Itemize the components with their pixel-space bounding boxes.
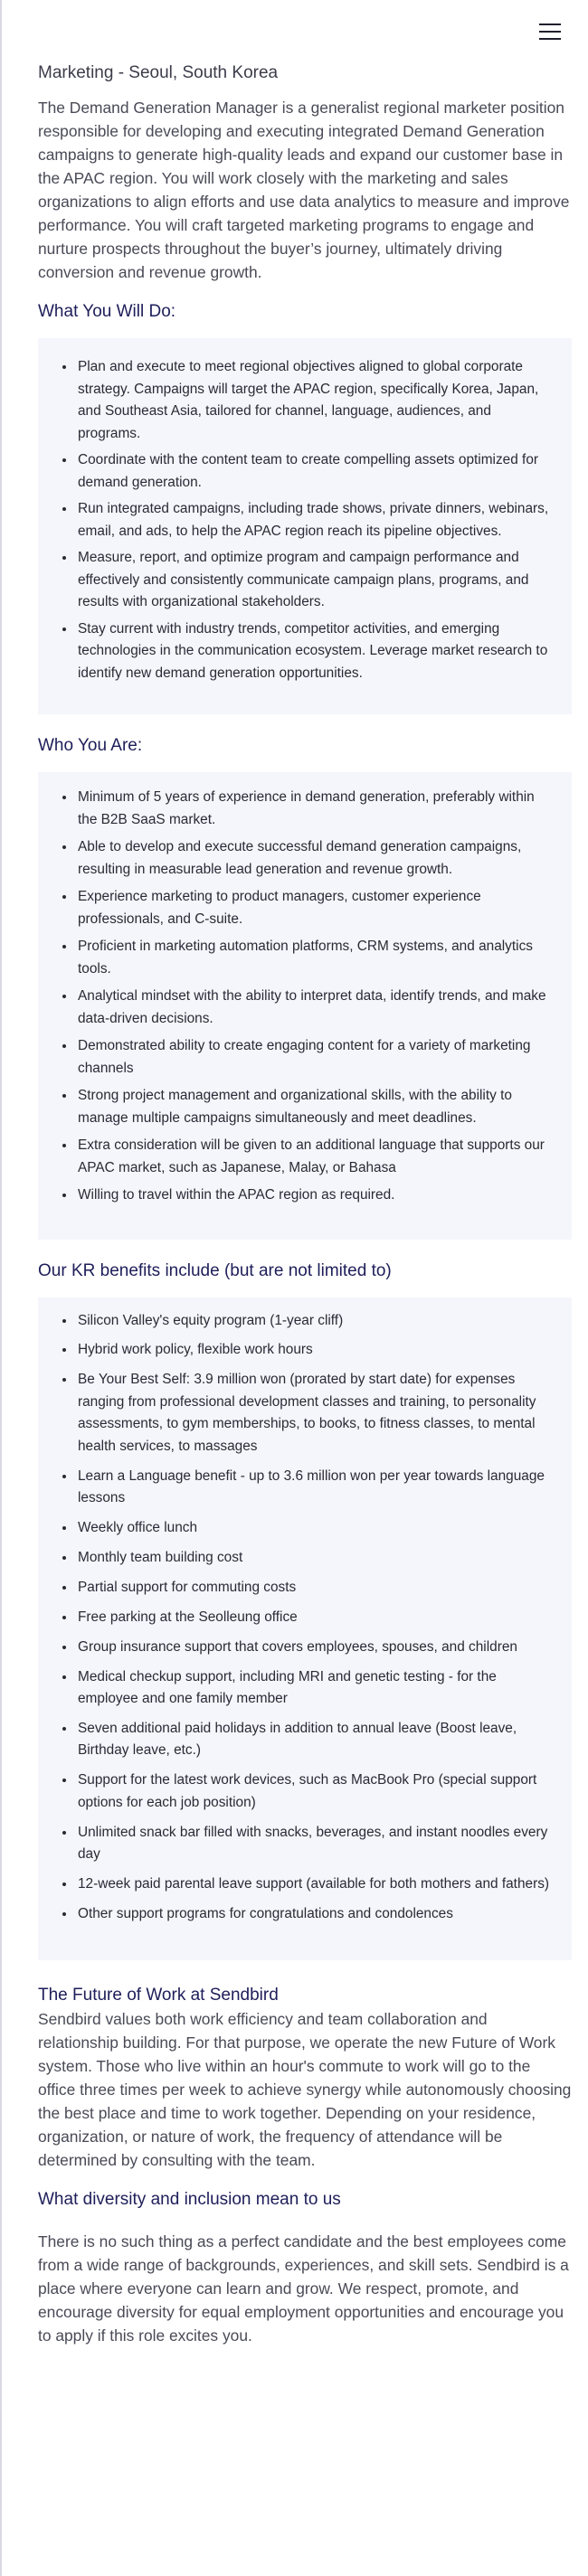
menu-bar-top xyxy=(539,24,561,25)
hamburger-menu-icon[interactable] xyxy=(539,24,561,40)
list-item: • Hybrid work policy, flexible work hours xyxy=(76,1339,552,1362)
list-item: • Monthly team building cost xyxy=(76,1547,552,1570)
list-item: • Weekly office lunch xyxy=(76,1517,552,1540)
list-item: • Medical checkup support, including MRI and genetic testing - for the employee and one family member xyxy=(76,1666,552,1711)
list-item: • Measure, report, and optimize program and campaign performance and effectively and consistently communicate campaign plans, programs, and results with organizational stakeholders. xyxy=(76,547,552,614)
list-item: • Minimum of 5 years of experience in demand generation, preferably within the B2B SaaS market. xyxy=(76,787,552,831)
diversity-text: There is no such thing as a perfect candidate and the best employees come from a wide range of backgrounds, experiences, and skill sets. Sendbird is a place where everyone can learn and grow. We respect, promote, and encourage diversity for equal employment opportunities and encourage you to apply if this role excites you. xyxy=(38,2232,569,2345)
list-item: • Other support programs for congratulations and condolences xyxy=(76,1903,552,1926)
job-intro: The Demand Generation Manager is a generalist regional marketer position responsible for developing and executing integrated Demand Generation campaigns to generate high-quality leads and expand our customer base in the APAC region. You will work closely with the marketing and sales organizations to align efforts and use data analytics to measure and improve performance. You will craft targeted marketing programs to engage and nurture prospects throughout the buyer’s journey, ultimately driving conversion and revenue growth. xyxy=(38,99,570,281)
list-item: • Group insurance support that covers employees, spouses, and children xyxy=(76,1637,552,1659)
list-item: • Unlimited snack bar filled with snacks, beverages, and instant noodles every day xyxy=(76,1822,552,1866)
list-item: • Silicon Valley's equity program (1-year cliff) xyxy=(76,1310,552,1333)
list-item: • Extra consideration will be given to an additional language that supports our APAC market, such as Japanese, Malay, or Bahasa xyxy=(76,1135,552,1179)
list-item: • Stay current with industry trends, competitor activities, and emerging technologies in the communication ecosystem. Leverage market research to identify new demand generation opportunities. xyxy=(76,618,552,685)
list-item: • Proficient in marketing automation platforms, CRM systems, and analytics tools. xyxy=(76,936,552,980)
job-description xyxy=(38,61,572,2347)
who-you-are-heading: Who You Are: xyxy=(38,736,143,755)
list-item: • Seven additional paid holidays in addition to annual leave (Boost leave, Birthday leave, etc.) xyxy=(76,1718,552,1762)
menu-bar-middle xyxy=(539,31,561,33)
list-item: • Support for the latest work devices, such as MacBook Pro (special support options for each job position) xyxy=(76,1769,552,1814)
future-of-work-heading: The Future of Work at Sendbird xyxy=(38,1985,279,2005)
diversity-heading: What diversity and inclusion mean to us xyxy=(38,2189,341,2209)
list-item: • Partial support for commuting costs xyxy=(76,1577,552,1599)
benefits-panel xyxy=(38,1297,572,1960)
list-item: • Willing to travel within the APAC region as required. xyxy=(76,1184,552,1207)
list-item: • Able to develop and execute successful demand generation campaigns, resulting in measurable lead generation and revenue growth. xyxy=(76,836,552,881)
list-item: • Free parking at the Seolleung office xyxy=(76,1607,552,1629)
list-item: • Coordinate with the content team to create compelling assets optimized for demand generation. xyxy=(76,449,552,494)
list-item: • Strong project management and organizational skills, with the ability to manage multiple campaigns simultaneously and meet deadlines. xyxy=(76,1085,552,1129)
what-you-will-do-heading: What You Will Do: xyxy=(38,302,176,321)
what-you-will-do-list xyxy=(58,356,552,684)
list-item: • 12-week paid parental leave support (available for both mothers and fathers) xyxy=(76,1873,552,1896)
what-you-will-do-panel xyxy=(38,338,572,714)
list-item: • Experience marketing to product managers, customer experience professionals, and C-suite. xyxy=(76,886,552,930)
job-location: Marketing - Seoul, South Korea xyxy=(38,63,279,82)
list-item: • Demonstrated ability to create engaging content for a variety of marketing channels xyxy=(76,1035,552,1080)
list-item: • Learn a Language benefit - up to 3.6 million won per year towards language lessons xyxy=(76,1466,552,1510)
menu-bar-bottom xyxy=(539,38,561,40)
who-you-are-panel xyxy=(38,772,572,1240)
list-item: • Plan and execute to meet regional objectives aligned to global corporate strategy. Campaigns will target the APAC region, specifically Korea, Japan, and Southeast Asia, tailored for channel, language, audiences, and programs. xyxy=(76,356,552,445)
list-item: • Analytical mindset with the ability to interpret data, identify trends, and make data-driven decisions. xyxy=(76,986,552,1030)
who-you-are-list xyxy=(58,787,552,1207)
page-left-border xyxy=(0,0,2,2576)
benefits-heading: Our KR benefits include (but are not limited to) xyxy=(38,1260,392,1280)
list-item: • Be Your Best Self: 3.9 million won (prorated by start date) for expenses ranging from professional development classes and training, to personality assessments, to gym memberships, to books, to fitness classes, to mental health services, to massages xyxy=(76,1369,552,1458)
future-of-work-text: Sendbird values both work efficiency and team collaboration and relationship building. For that purpose, we operate the new Future of Work system. Those who live within an hour's commute to work will go to the office three times per week to achieve synergy while autonomously choosing the best place and time to work together. Depending on your residence, organization, or nature of work, the frequency of attendance will be determined by consulting with the team. xyxy=(38,2009,572,2169)
list-item: • Run integrated campaigns, including trade shows, private dinners, webinars, email, and ads, to help the APAC region reach its pipeline objectives. xyxy=(76,498,552,543)
benefits-list xyxy=(58,1310,552,1926)
